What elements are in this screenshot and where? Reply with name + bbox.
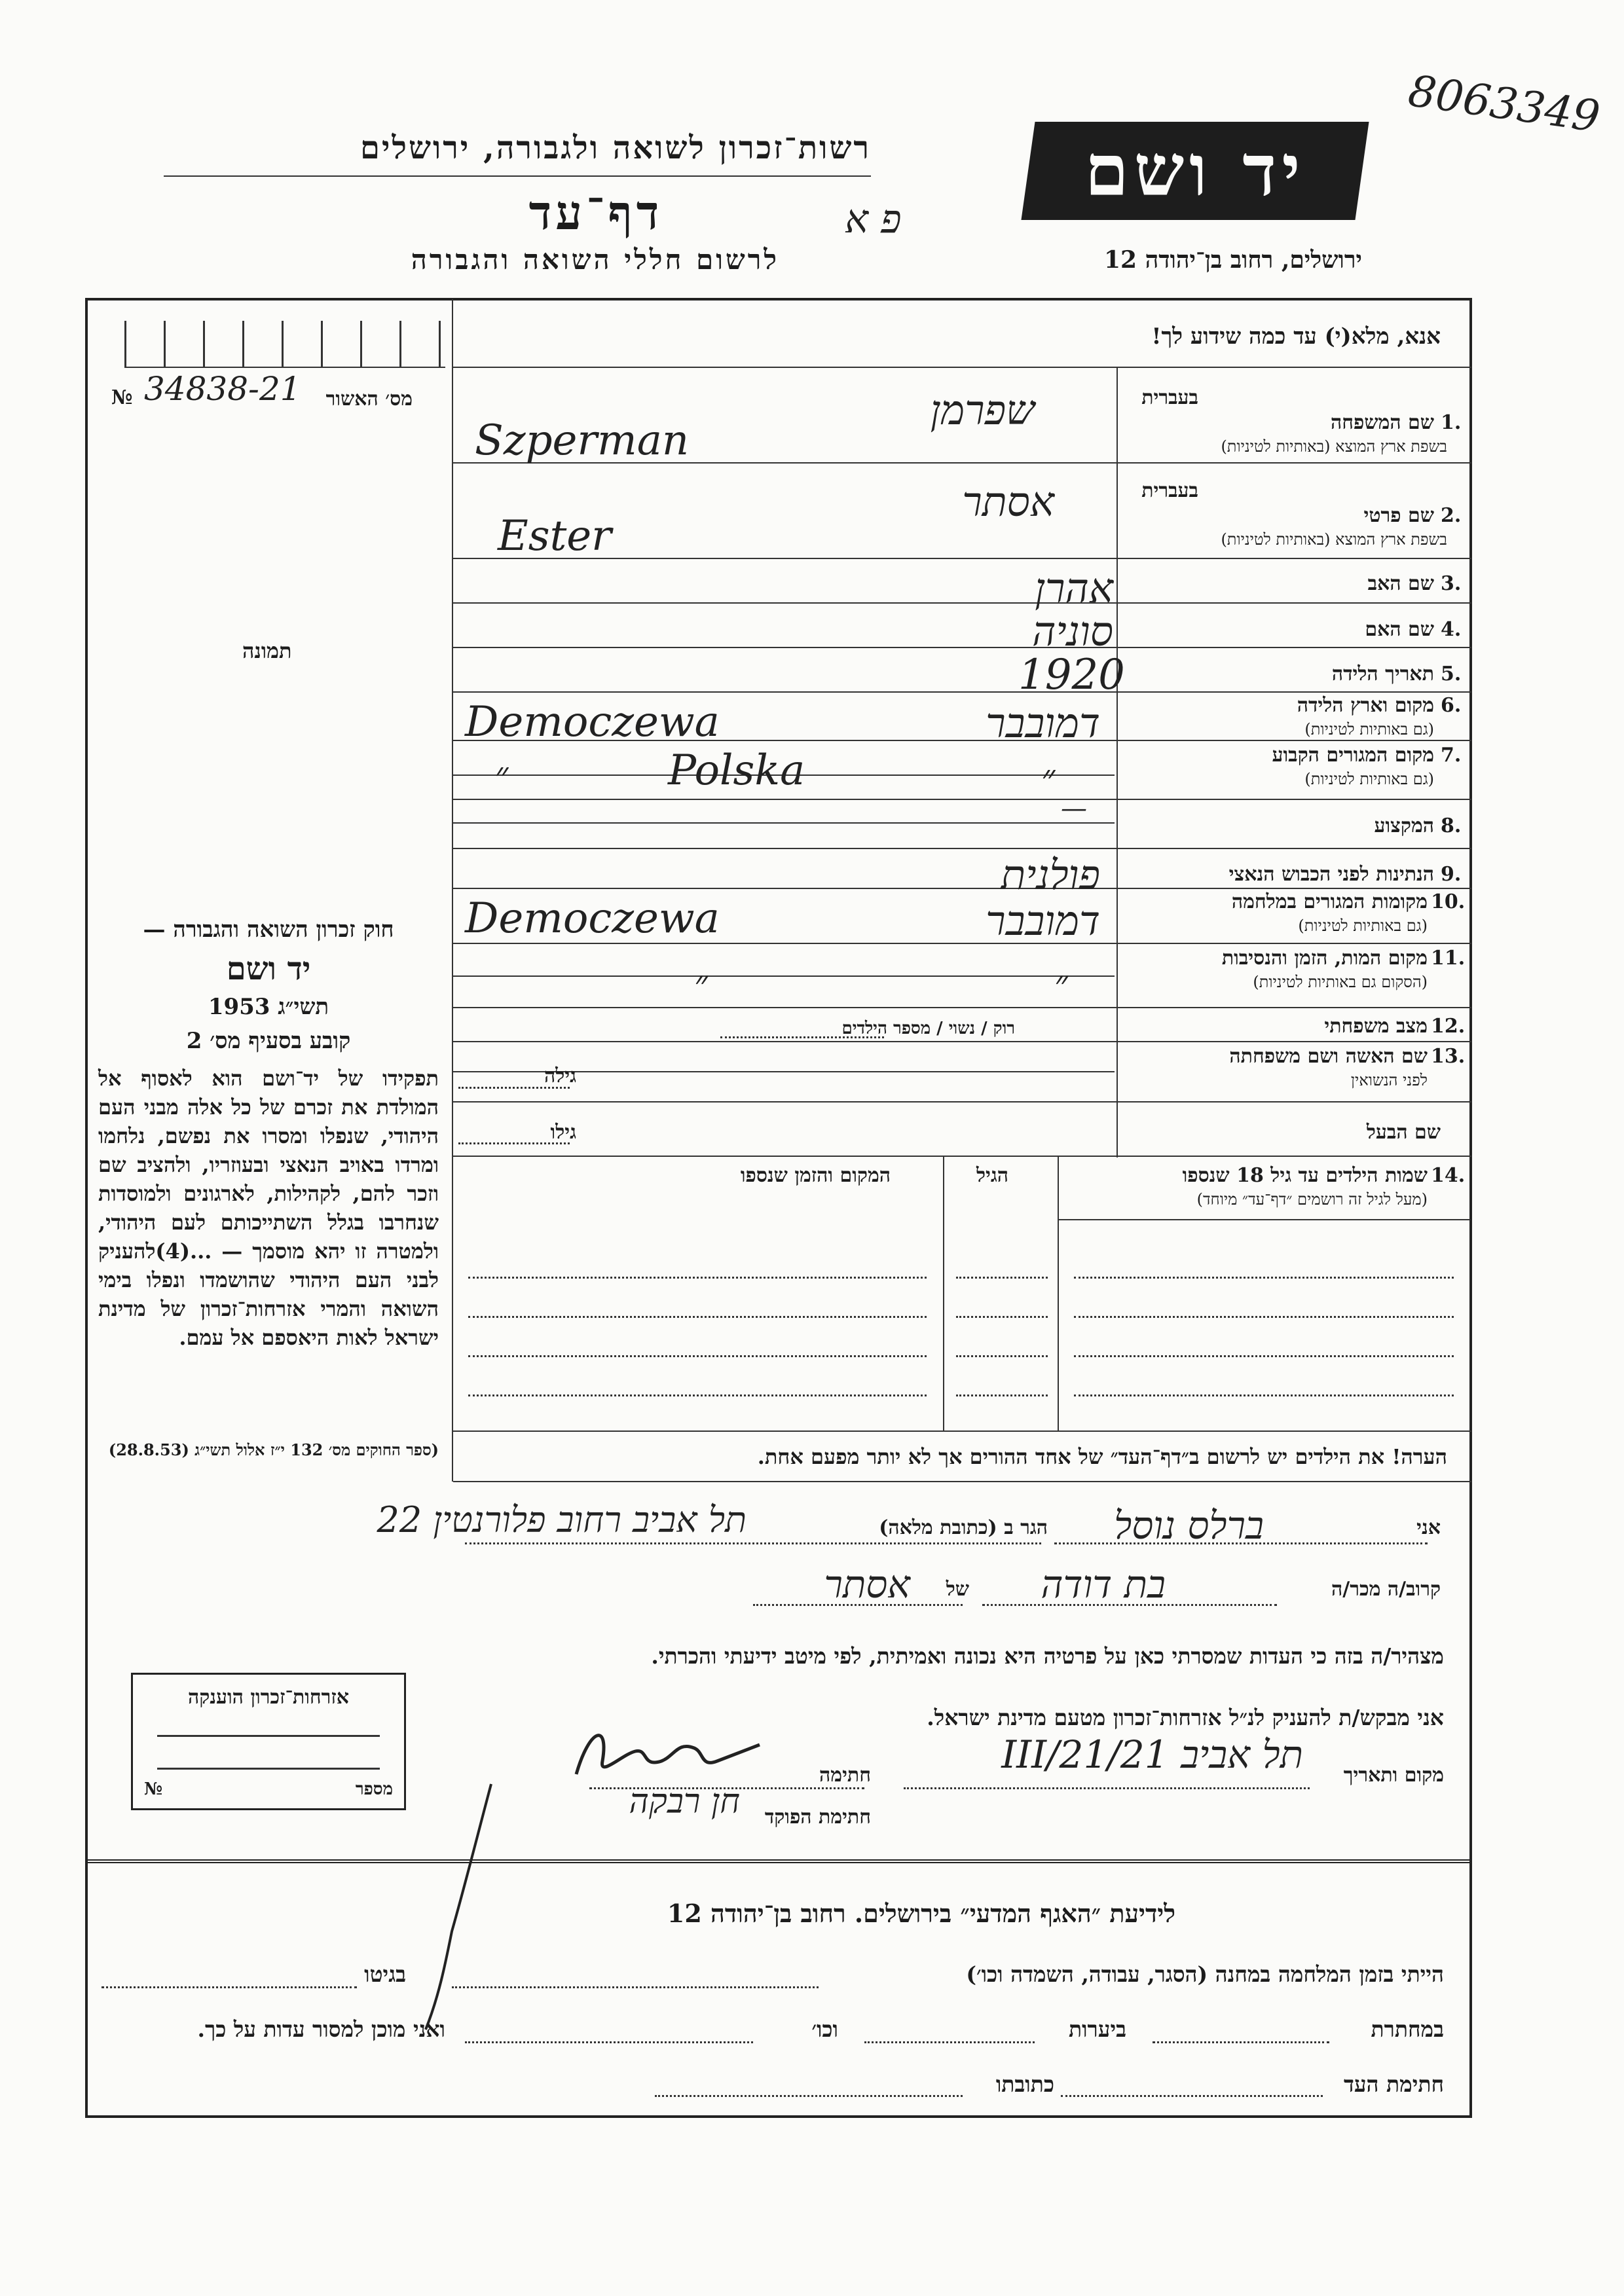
f3-num: 3. [1441,572,1462,595]
child-row-line [1074,1316,1454,1318]
f3-label: שם האב [1367,572,1434,595]
decl-relation: בת דודה [1041,1562,1166,1607]
institution-underline [164,175,871,177]
f10-label: מקומות המגורים במלחמה [1231,890,1428,913]
f13-label: שם האשה ושם משפחתה [1229,1045,1428,1068]
decl-address: תל אביב רחוב פלורנטין 22 [377,1499,747,1540]
decl-relative-label: קרוב/ה מכר/ה [1331,1578,1441,1601]
law-text: תפקידו של יד־ושם הוא לאסוף אל המולדת את זכרם של כל אלה מבני העם היהודי, שנפלו ומסרו את נפשם, נלחמו ומרדו באויב הנאצי ובעוזריו, ולהציב שם וזכר להם, לקהילות, לארגונים ולמוסדות שנחרבו בגלל השתייכותם לעם היהודי, ולמטרה זו יהא מוסמך — ...(4)להעניק לבני העם היהודי שהושמדו ונפלו בימי השואה והמרי אזרחות־זכרון של מדינת ישראל לאות היאספם אל עמם. [98,1066,439,1350]
citizenship-line [157,1768,380,1770]
footer-testimony: ואני מוכן למסור עדות על כך. [197,2016,445,2042]
form-subtitle: לרשום חללי השואה והגבורה [411,244,779,276]
row-rule-5 [453,691,1471,693]
footer-double-rule [86,1859,1471,1863]
children-col-2 [1058,1156,1059,1430]
child-place-line [468,1277,927,1279]
f1-sub: בשפת ארץ המוצא (באותיות לטיניות) [1221,437,1447,456]
f8-num: 8. [1441,814,1462,837]
catalog-number: 8063349 [1405,65,1603,143]
child-row-line [1074,1394,1454,1396]
row-rule-7 [453,799,1471,800]
child-place-line [468,1316,927,1318]
f9-label: הנתינות לפני הכבוש הנאצי [1228,863,1434,886]
decl-request: אני מבקש/ת להעניק לנ״ל אזרחות־זכרון מטעם מדינת ישראל. [927,1705,1444,1730]
decl-of-label: של [946,1578,969,1601]
note-rule [453,1481,1471,1482]
footer-etc-line [465,2041,753,2043]
f7-ditto-left: ״ [494,754,509,797]
f5-value: 1920 [1018,651,1125,699]
decl-official-label: חתימת הפוקד [764,1806,871,1829]
f5-label: תאריך הלידה [1331,663,1434,685]
decl-name: ברלס נוסל [1114,1503,1264,1548]
instruction: אנא, מלא(י) עד כמה שידוע לך! [1151,323,1441,350]
footer-witness-sig-label: חתימת העד [1343,2071,1444,2097]
child-age-line [956,1277,1048,1279]
decl-statement: מצהיר/ה בזה כי העדות שמסרתי כאן על פרטיה היא נכונה ואמיתית, לפי מיטב ידיעתי והכרתי. [651,1643,1444,1669]
footer-forests: ביערות [1068,2016,1126,2042]
f8-value: — [1061,793,1087,824]
footer-addr-label: כתובתו [995,2071,1054,2097]
f7-value-latin: Polska [668,746,805,795]
f2-value-hebrew: אסתר [962,478,1054,526]
f7-ditto-right: ״ [1041,757,1056,799]
form-title: דף־עד [528,185,663,240]
husband-label: שם הבעל [1366,1121,1441,1144]
f2-num: 2. [1441,504,1462,527]
f14-sub: (מעל לגיל זה רושמים ״דף־עד״ מיוחד) [1196,1190,1428,1209]
decl-place-date-label: מקום ותאריך [1343,1764,1444,1787]
instruction-rule [453,367,1471,368]
children-col-1 [943,1156,944,1430]
citizenship-title: אזרחות־זכרון הוענקה [187,1686,350,1709]
f4-label: שם האם [1365,618,1434,641]
declarant-signature [563,1715,779,1787]
decl-of-value: אסתר [824,1562,910,1607]
f13-sub: לפני הנשואין [1350,1071,1428,1089]
husband-age-dots [458,1142,570,1144]
child-row-line [1074,1277,1454,1279]
footer-ghetto-line [101,1986,357,1988]
f7-label: מקום המגורים הקבוע [1272,744,1434,767]
law-year: תשי״ג 1953 [208,994,329,1020]
row-rule-9 [453,888,1471,889]
child-place-line [468,1394,927,1396]
law-source: (ספר החוקים מס׳ 132 י״ז אלול תשי״ג (28.8.53) [108,1440,439,1459]
row-rule-11 [453,1007,1471,1008]
child-age-line [956,1394,1048,1396]
f6-value-latin: Democzewa [465,698,720,746]
f2-sub: בשפת ארץ המוצא (באותיות לטיניות) [1221,530,1447,549]
left-column-divider [452,299,453,1432]
f6-num: 6. [1441,694,1462,717]
law-section: קובע בסעיף מס׳ 2 [186,1028,351,1054]
approval-prefix: № [111,386,133,409]
decl-signature-label: חתימה [819,1764,871,1787]
children-bottom-rule [453,1430,1471,1432]
official-signature-line [413,1781,544,2043]
institution-name: רשות־זכרון לשואה ולגבורה, ירושלים [360,130,871,166]
f11-ditto-left: ״ [694,962,709,1005]
wife-age-dots [458,1087,570,1089]
f2-label: שם פרטי [1363,504,1434,527]
row-rule-3 [453,602,1471,604]
row-midrule-7 [453,822,1115,824]
citizenship-line [157,1735,380,1737]
footer-camp-line [452,1986,819,1988]
f14-label: שמות הילדים עד גיל 18 שנספו [1182,1164,1428,1187]
decl-official-signature: חן רבקה [629,1782,740,1821]
f1-value-hebrew: שפרמן [930,386,1035,434]
f1-label: שם המשפחה [1330,411,1434,434]
law-name: יד ושם [226,951,311,987]
photo-label: תמונה [242,638,292,663]
f9-num: 9. [1441,863,1462,886]
row-rule-10 [453,943,1471,944]
footer-witness-sig-line [1061,2095,1323,2097]
f7-sub: (גם באותיות לטיניות) [1304,770,1434,788]
approval-number: 34838-21 [144,370,301,408]
f11-label: מקום המות, הזמן והנסיבות [1221,947,1428,970]
f8-label: המקצוע [1374,814,1434,837]
row-midrule-10 [453,975,1115,977]
yad-vashem-logo [1021,122,1369,220]
citizenship-number-label: מספר [355,1779,393,1799]
footer-underground-line [1153,2041,1329,2043]
f11-sub: (הסקום גם באותיות לטיניות) [1253,973,1428,991]
handwritten-mark: פ א [845,196,902,242]
child-age-line [956,1355,1048,1357]
f10-value-latin: Democzewa [465,894,720,943]
header-address: ירושלים, רחוב בן־יהודה 12 [1103,246,1362,274]
children-note: הערה! את הילדים יש לרשום ב״דף־העד״ של אחד ההורים אך לא יותר מפעם אחת. [757,1444,1447,1469]
decl-place-date-line [904,1787,1310,1789]
f10-sub: (גם באותיות לטיניות) [1298,917,1428,935]
logo-text: יד ושם [1084,130,1306,212]
f12-dots [720,1036,884,1038]
f4-value: סוניה [1032,608,1113,655]
row-rule-8 [453,848,1471,849]
f6-value-hebrew: דמובבר [986,699,1100,747]
f6-sub: (גם באותיות לטיניות) [1304,720,1434,738]
f1-num: 1. [1441,411,1462,434]
f9-value: פולנית [1001,851,1100,899]
f14-num: 14. [1431,1164,1466,1187]
f11-ditto-right: ״ [1054,962,1069,1005]
law-title: חוק זכרון השואה והגבורה — [143,917,394,943]
footer-forests-line [864,2041,1035,2043]
approval-boxes [124,321,445,368]
child-row-line [1074,1355,1454,1357]
wife-age-label: גילה [544,1065,576,1087]
husband-age-label: גילו [550,1121,576,1144]
f12-label: מצב משפחתי [1324,1015,1428,1038]
f11-num: 11. [1431,947,1466,970]
f2-value-latin: Ester [498,512,612,560]
note-left-edge [452,1432,453,1482]
f1-value-latin: Szperman [475,416,690,465]
decl-place-date: תל אביב 21/III/21 [1001,1732,1303,1777]
f6-label: מקום וארץ הלידה [1297,694,1434,717]
row-rule-12 [453,1041,1471,1042]
f12-num: 12. [1431,1015,1466,1038]
f2-hebrew-tag: בעברית [1141,479,1198,502]
decl-address-line [465,1542,1041,1544]
approval-label: מס׳ האשור [325,388,413,410]
row-rule-14 [453,1156,1471,1157]
f1-hebrew-tag: בעברית [1141,386,1198,409]
row-rule-4 [453,647,1471,648]
child-place-line [468,1355,927,1357]
col-place-header: המקום והזמן שנספו [740,1164,891,1187]
f12-value: רוק / נשוי / מספר הילדים [841,1019,1015,1038]
f3-value: אהרן [1035,564,1113,612]
row-rule-13 [453,1101,1471,1102]
footer-addr-line [655,2095,963,2097]
f10-value-hebrew: דמובבר [986,897,1100,945]
f5-num: 5. [1441,663,1462,685]
footer-underground: במחתרת [1371,2016,1444,2042]
f13-num: 13. [1431,1045,1466,1068]
f10-num: 10. [1431,890,1466,913]
f4-num: 4. [1441,618,1462,641]
decl-resides-label: הגר ב (כתובת מלאה) [879,1516,1048,1539]
f7-num: 7. [1441,744,1462,767]
footer-etc: וכו׳ [811,2016,838,2042]
col-age-header: הגיל [976,1164,1008,1187]
child-age-line [956,1316,1048,1318]
footer-line1: הייתי בזמן המלחמה במחנה (הסגר, עבודה, השמדה וכו׳) [966,1961,1444,1987]
children-header-rule [1058,1219,1470,1220]
footer-ghetto: בגיטו [364,1961,406,1987]
citizenship-prefix: № [144,1779,163,1799]
label-column-divider [1116,367,1118,1157]
footer-title: לידיעת ״האגף המדעי״ בירושלים. רחוב בן־יהודה 12 [667,1899,1175,1928]
decl-i-label: אני [1416,1516,1441,1539]
